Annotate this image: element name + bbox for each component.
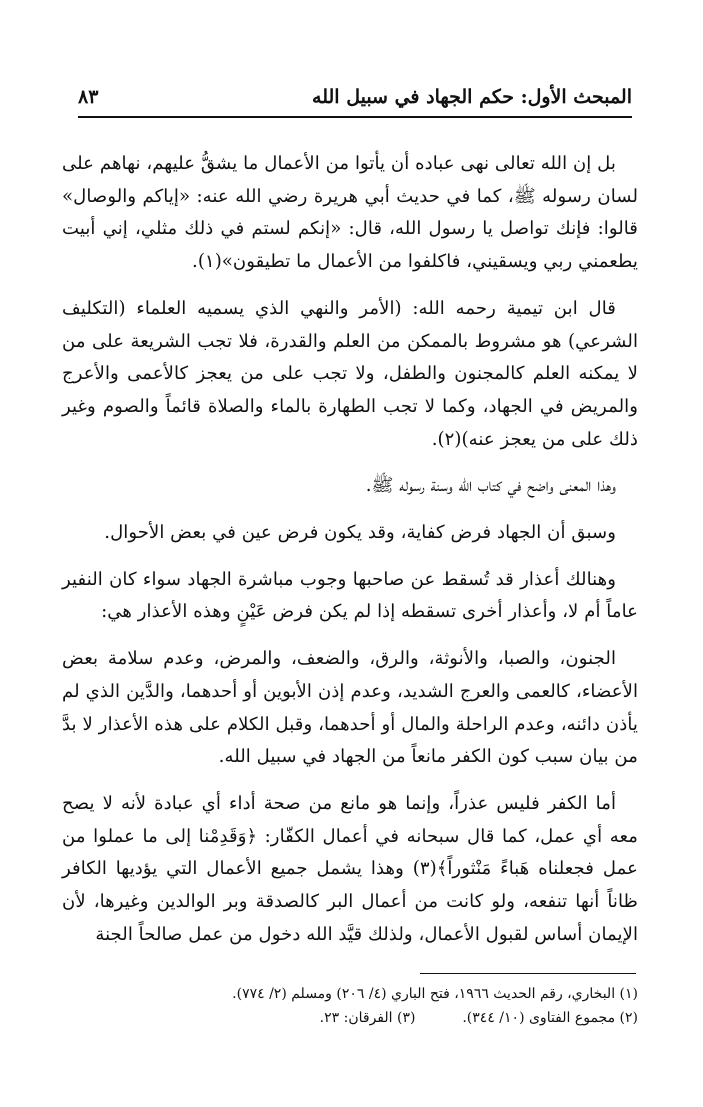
footnote-rule: [420, 973, 636, 974]
paragraph-fard-kifaya: وسبق أن الجهاد فرض كفاية، وقد يكون فرض عين في بعض الأحوال.: [104, 522, 616, 544]
page-number: ٨٣: [78, 86, 99, 108]
paragraph-prohibition: بل إن الله تعالى نهى عباده أن يأتوا من الأعمال ما يشقُّ عليهم، نهاهم على لسان رسوله ﷺ، كما في حديث أبي هريرة رضي الله عنه: «إياكم والوصال» قالوا: فإنك تواصل يا رسول الله، قال: «إنكم لستم في ذلك مثلي، إني أبيت يطعمني ربي ويسقيني، فاكلفوا من الأعمال ما تطيقون»(١).: [62, 153, 638, 273]
paragraph-ibn-taymiyyah-quote: قال ابن تيمية رحمه الله: (الأمر والنهي الذي يسميه العلماء (التكليف الشرعي) هو مشروط بالممكن من العلم والقدرة، فلا تجب الشريعة على من لا يمكنه العلم كالمجنون والطفل، ولا تجب على من يعجز كالأعمى والأعرج والمريض في الجهاد، وكما لا تجب الطهارة بالماء والصلاة قائماً والصوم وغير ذلك على من يعجز عنه)(٢).: [62, 297, 638, 450]
paragraph-excuses-list: الجنون، والصبا، والأنوثة، والرق، والضعف، والمرض، وعدم سلامة بعض الأعضاء، كالعمى والعرج الشديد، وعدم إذن الأبوين أو أحدهما، والدَّين الذي لم يأذن دائنه، وعدم الراحلة والمال أو أحدهما، وقبل الكلام على هذه الأعذار لا بدَّ من بيان سبب كون الكفر مانعاً من الجهاد في سبيل الله.: [62, 648, 638, 768]
paragraph-quran-sunnah: وهذا المعنى واضح في كتاب الله وسنة رسوله ﷺ.: [365, 475, 616, 497]
header-rule: [78, 116, 632, 118]
footnotes: [150, 982, 638, 1030]
footnote-1: (١) البخاري، رقم الحديث ١٩٦٦، فتح الباري (٤/ ٢٠٦) ومسلم (٢/ ٧٧٤).: [232, 986, 638, 1002]
paragraph-excuses-intro: وهنالك أعذار قد تُسقط عن صاحبها وجوب مباشرة الجهاد سواء كان النفير عاماً أم لا، وأعذار أخرى تسقطه إذا لم يكن فرض عَيْنٍ وهذه الأعذار هي:: [62, 568, 638, 623]
footnote-row-2: [150, 1006, 638, 1030]
running-title: المبحث الأول: حكم الجهاد في سبيل الله: [312, 86, 632, 108]
paragraph-kufr: أما الكفر فليس عذراً، وإنما هو مانع من صحة أداء أي عبادة لأنه لا يصح معه أي عمل، كما قال سبحانه في أعمال الكفّار: ﴿وَقَدِمْنا إلى ما عملوا من عمل فجعلناه هَباءً مَنْثوراً﴾(٣) وهذا يشمل جميع الأعمال التي يؤديها الكافر ظاناً أنها تنفعه، ولو كانت من أعمال البر كالصدقة وبر الوالدين وغيرها، لأن الإيمان أساس لقبول الأعمال، ولذلك قيَّد الله دخول من عمل صالحاً الجنة: [62, 792, 638, 945]
main-text: [62, 148, 638, 965]
footnote-3: (٣) الفرقان: ٢٣.: [319, 1010, 416, 1026]
page-header: [78, 86, 632, 116]
footnote-2: (٢) مجموع الفتاوى (١٠/ ٣٤٤).: [462, 1010, 638, 1026]
